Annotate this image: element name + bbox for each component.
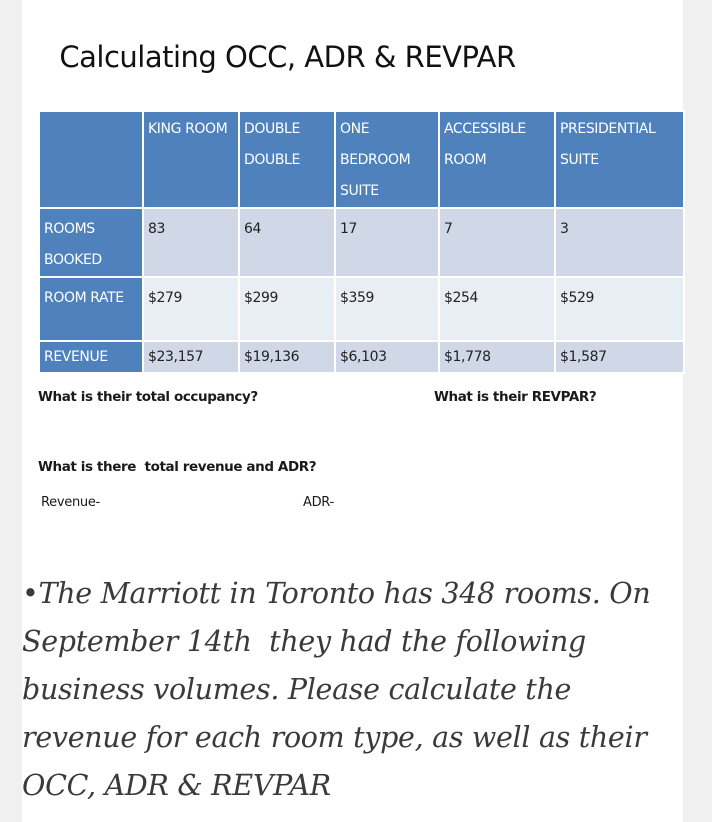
table-cell: 17 [335,208,439,277]
table-cell: $19,136 [239,341,335,373]
table-cell: $359 [335,277,439,341]
revenue-label: Revenue- [41,495,100,510]
column-header: ONE BEDROOM SUITE [335,111,439,208]
table-cell: 83 [143,208,239,277]
row-header: ROOM RATE [39,277,143,341]
table-cell: $254 [439,277,555,341]
table-cell: $6,103 [335,341,439,373]
table-row [39,277,684,341]
table-cell: $529 [555,277,684,341]
table-cell: $23,157 [143,341,239,373]
room-data-table [38,110,685,374]
revenue-adr-question: What is there total revenue and ADR? [38,459,317,475]
table-cell: $1,778 [439,341,555,373]
column-header: PRESIDENTIAL SUITE [555,111,684,208]
column-header: KING ROOM [143,111,239,208]
table-header-row [39,111,684,208]
row-header: REVENUE [39,341,143,373]
column-header: ACCESSIBLE ROOM [439,111,555,208]
document-page [22,0,683,822]
slide-title: Calculating OCC, ADR & REVPAR [59,40,516,74]
table-cell: 7 [439,208,555,277]
adr-label: ADR- [303,495,334,510]
occupancy-question: What is their total occupancy? [38,389,258,405]
column-header: DOUBLE DOUBLE [239,111,335,208]
table-row [39,208,684,277]
revpar-question: What is their REVPAR? [434,389,597,405]
table-cell: $1,587 [555,341,684,373]
table-row [39,341,684,373]
row-header: ROOMS BOOKED [39,208,143,277]
table-cell: 3 [555,208,684,277]
table-cell: $299 [239,277,335,341]
table-cell: 64 [239,208,335,277]
problem-statement: •The Marriott in Toronto has 348 rooms. On September 14th they had the following business volumes. Please calculate the revenue for each room type, as well as their OCC, ADR & REVPAR [22,577,660,802]
table-cell: $279 [143,277,239,341]
table-corner-cell [39,111,143,208]
